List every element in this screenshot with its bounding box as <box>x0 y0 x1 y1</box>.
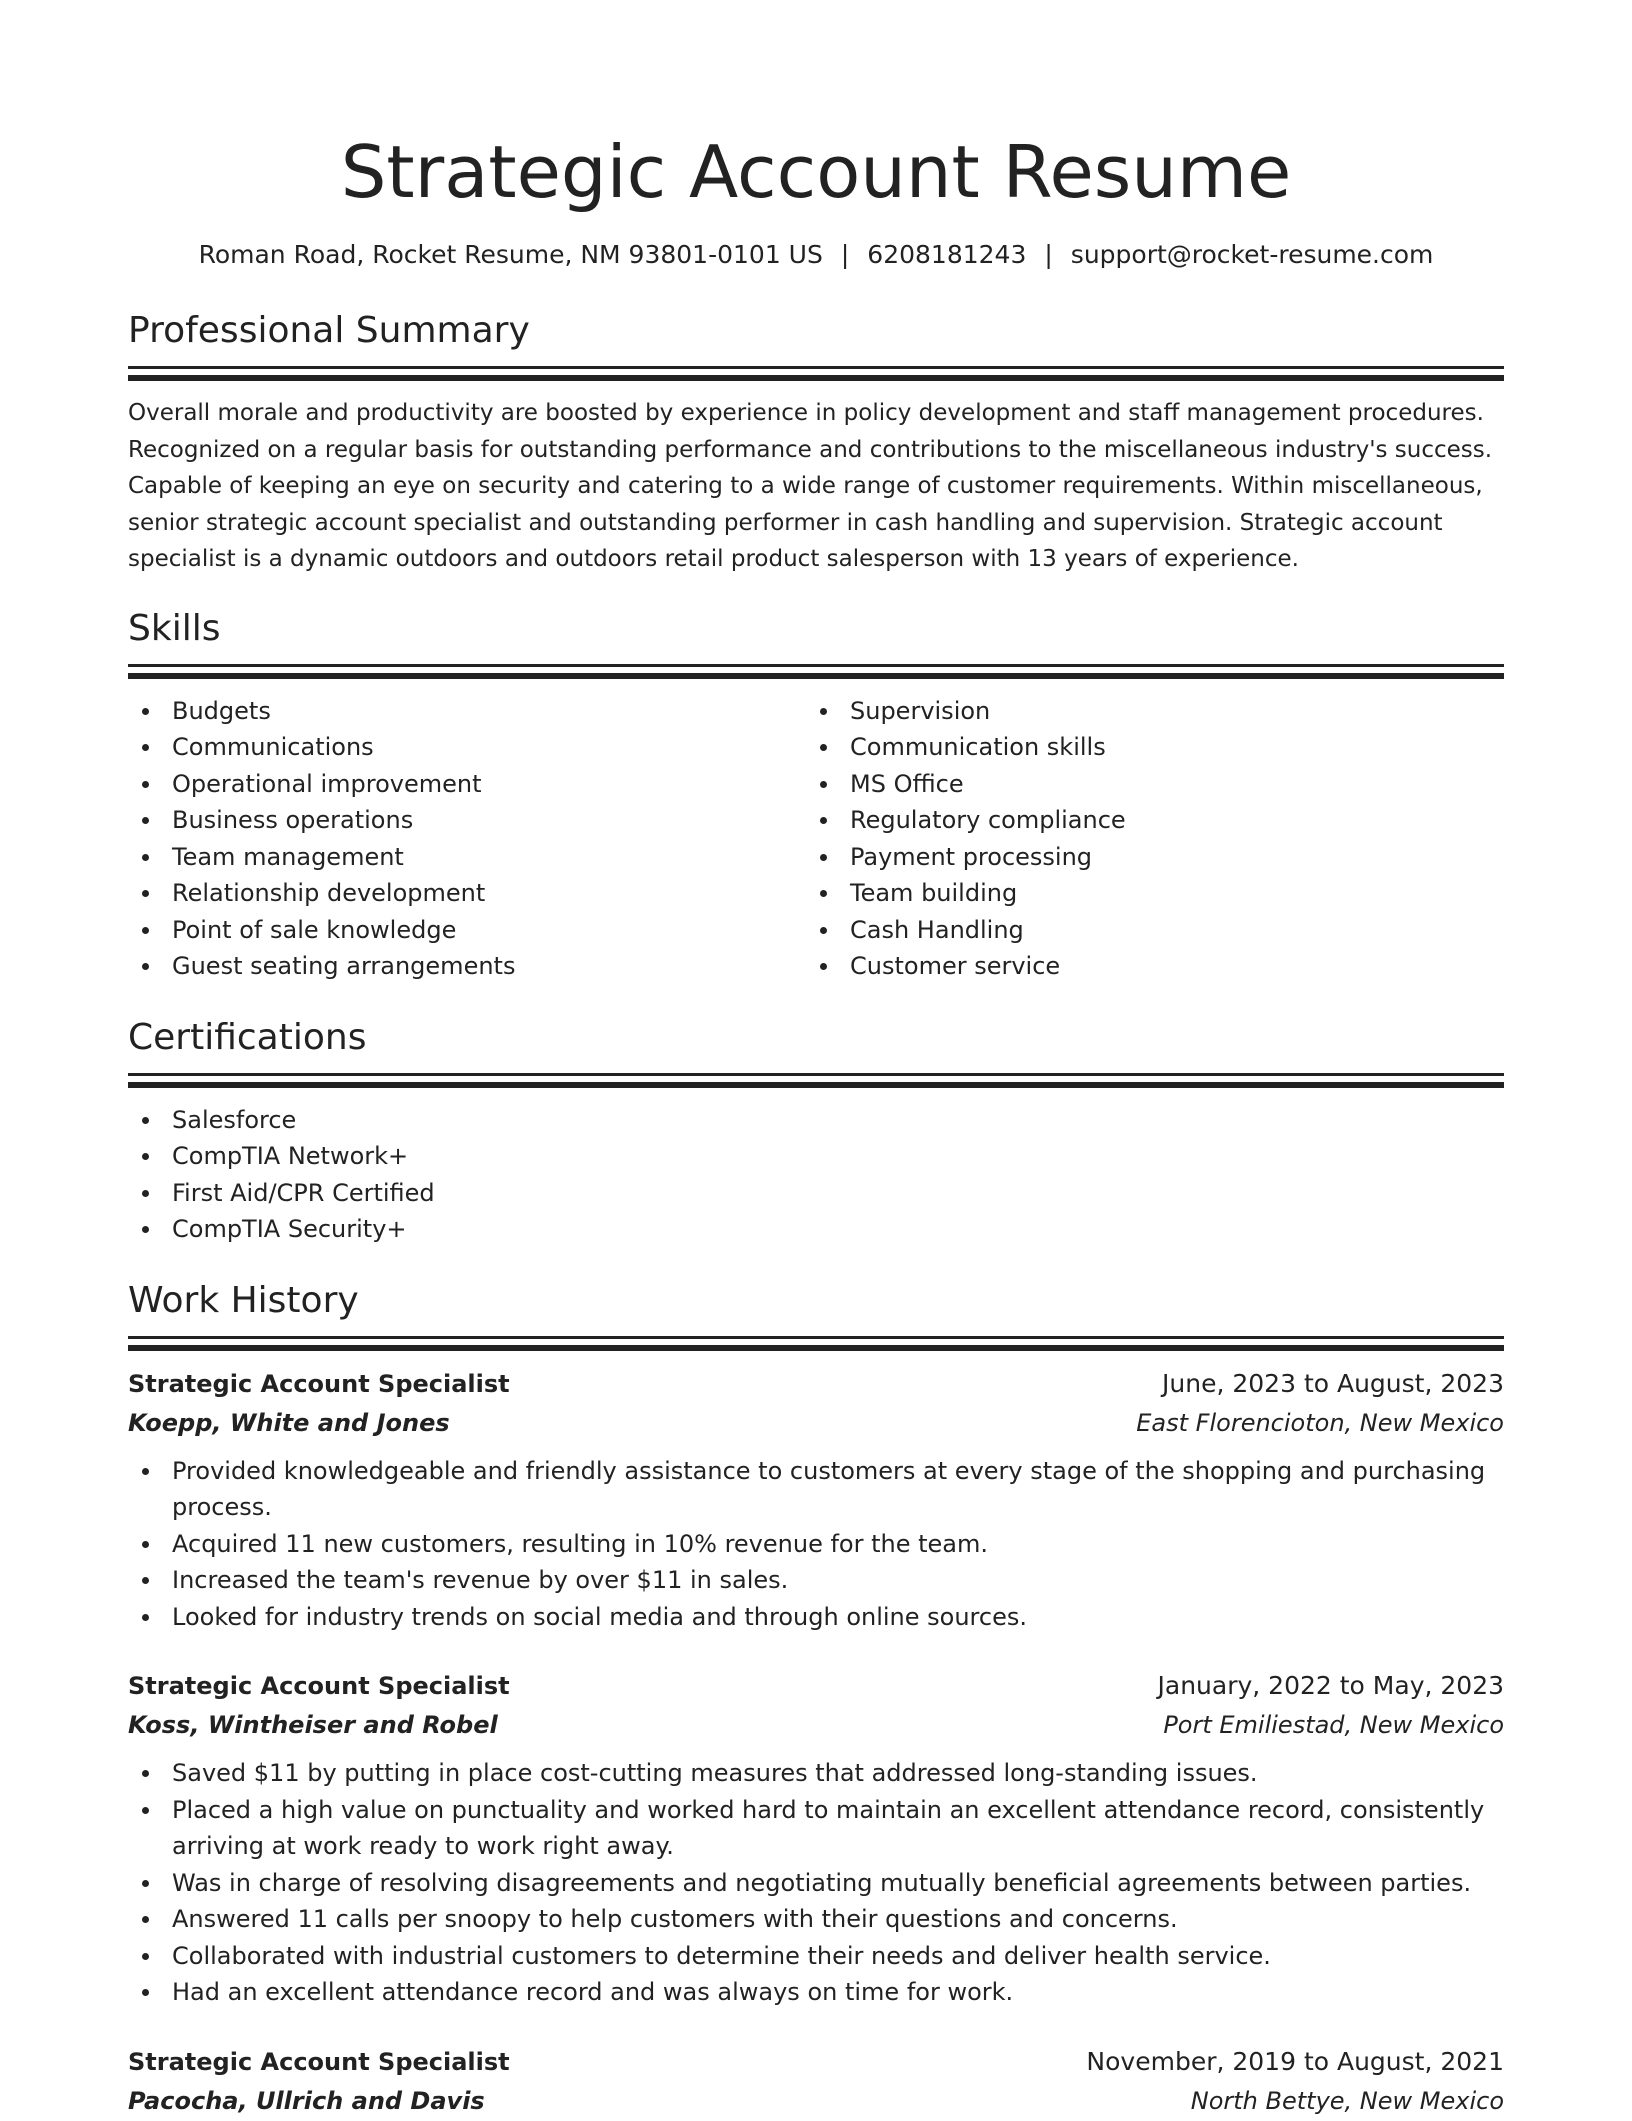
contact-line <box>128 238 1504 272</box>
list-item: Business operations <box>128 802 806 839</box>
list-item: Supervision <box>806 693 1484 730</box>
certifications-list <box>128 1102 1504 1248</box>
section-rule <box>128 1336 1504 1339</box>
list-item: Provided knowledgeable and friendly assistance to customers at every stage of the shopping and purchasing process. <box>128 1453 1504 1526</box>
section-rule-thick <box>128 375 1504 381</box>
list-item: Salesforce <box>128 1102 1504 1139</box>
resume-title: Strategic Account Resume <box>340 130 1292 214</box>
list-item: Was in charge of resolving disagreements and negotiating mutually beneficial agreements between parties. <box>128 1865 1504 1902</box>
list-item: MS Office <box>806 766 1484 803</box>
list-item: Looked for industry trends on social media and through online sources. <box>128 1599 1504 1636</box>
list-item: Regulatory compliance <box>806 802 1484 839</box>
list-item: Collaborated with industrial customers to determine their needs and deliver health service. <box>128 1938 1504 1975</box>
job-subheader <box>128 2081 1504 2121</box>
summary-section <box>128 308 1504 578</box>
certifications-heading: Certifications <box>128 1016 367 1058</box>
list-item: Answered 11 calls per snoopy to help customers with their questions and concerns. <box>128 1901 1504 1938</box>
list-item: Increased the team's revenue by over $11 in sales. <box>128 1562 1504 1599</box>
contact-address: Roman Road, Rocket Resume, NM 93801-0101 US <box>198 240 823 269</box>
job-location: East Florencioton, New Mexico <box>1136 1408 1504 1437</box>
job-subheader <box>128 1705 1504 1745</box>
job-title: Strategic Account Specialist <box>128 1369 510 1398</box>
skills-list-left <box>128 693 806 985</box>
list-item: Acquired 11 new customers, resulting in 10% revenue for the team. <box>128 1526 1504 1563</box>
list-item: Operational improvement <box>128 766 806 803</box>
skills-heading: Skills <box>128 607 221 649</box>
section-rule-thick <box>128 1082 1504 1088</box>
job-header <box>128 1365 1504 1403</box>
job-header <box>128 1667 1504 1705</box>
list-item: CompTIA Security+ <box>128 1211 1504 1248</box>
contact-separator: | <box>1044 240 1053 269</box>
section-rule <box>128 664 1504 667</box>
list-item: Point of sale knowledge <box>128 912 806 949</box>
list-item: Placed a high value on punctuality and worked hard to maintain an excellent attendance record, consistently arriving at work ready to work right away. <box>128 1792 1504 1865</box>
job-title: Strategic Account Specialist <box>128 1672 510 1700</box>
skills-columns <box>128 693 1504 985</box>
certifications-section <box>128 1015 1504 1248</box>
list-item: CompTIA Network+ <box>128 1138 1504 1175</box>
contact-phone: 6208181243 <box>867 240 1027 269</box>
job-bullets <box>128 1453 1504 1636</box>
list-item: Communications <box>128 729 806 766</box>
job-dates: January, 2022 to May, 2023 <box>1157 1671 1504 1700</box>
job-location: North Bettye, New Mexico <box>1190 2086 1504 2115</box>
job-subheader <box>128 1403 1504 1443</box>
section-rule-thick <box>128 673 1504 679</box>
job-company: Koss, Wintheiser and Robel <box>128 1711 498 1739</box>
section-rule <box>128 366 1504 369</box>
list-item: Communication skills <box>806 729 1484 766</box>
list-item: Payment processing <box>806 839 1484 876</box>
list-item: Relationship development <box>128 875 806 912</box>
section-rule <box>128 1073 1504 1076</box>
job-company: Pacocha, Ullrich and Davis <box>128 2086 485 2115</box>
contact-email: support@rocket-resume.com <box>1070 240 1434 269</box>
job-bullets <box>128 1755 1504 2011</box>
job-company: Koepp, White and Jones <box>128 1408 450 1437</box>
list-item: Saved $11 by putting in place cost-cutting measures that addressed long-standing issues. <box>128 1755 1504 1792</box>
skills-list-right <box>806 693 1484 985</box>
list-item: Customer service <box>806 948 1484 985</box>
skills-section <box>128 606 1504 985</box>
job-entry <box>128 2043 1504 2121</box>
job-entry <box>128 1365 1504 1636</box>
list-item: Cash Handling <box>806 912 1484 949</box>
job-title: Strategic Account Specialist <box>128 2047 510 2076</box>
summary-heading: Professional Summary <box>128 310 530 351</box>
job-entry <box>128 1667 1504 2011</box>
list-item: First Aid/CPR Certified <box>128 1175 1504 1212</box>
list-item: Guest seating arrangements <box>128 948 806 985</box>
list-item: Budgets <box>128 693 806 730</box>
job-location: Port Emiliestad, New Mexico <box>1163 1711 1504 1739</box>
list-item: Team management <box>128 839 806 876</box>
work-history-heading: Work History <box>128 1279 359 1321</box>
list-item: Had an excellent attendance record and was always on time for work. <box>128 1974 1504 2011</box>
summary-text: Overall morale and productivity are boosted by experience in policy development and staff management procedures. Recognized on a regular basis for outstanding performance and contributions to the miscellaneous industry's success. Capable of keeping an eye on security and catering to a wide range of customer requirements. Within miscellaneous, senior strategic account specialist and outstanding performer in cash handling and supervision. Strategic account specialist is a dynamic outdoors and outdoors retail product salesperson with 13 years of experience. <box>128 400 1493 572</box>
job-dates: November, 2019 to August, 2021 <box>1086 2046 1504 2076</box>
section-rule-thick <box>128 1345 1504 1351</box>
list-item: Team building <box>806 875 1484 912</box>
contact-separator: | <box>840 240 850 269</box>
job-header <box>128 2043 1504 2081</box>
job-dates: June, 2023 to August, 2023 <box>1162 1368 1504 1398</box>
work-history-section <box>128 1278 1504 2121</box>
resume-page <box>128 0 1504 2121</box>
